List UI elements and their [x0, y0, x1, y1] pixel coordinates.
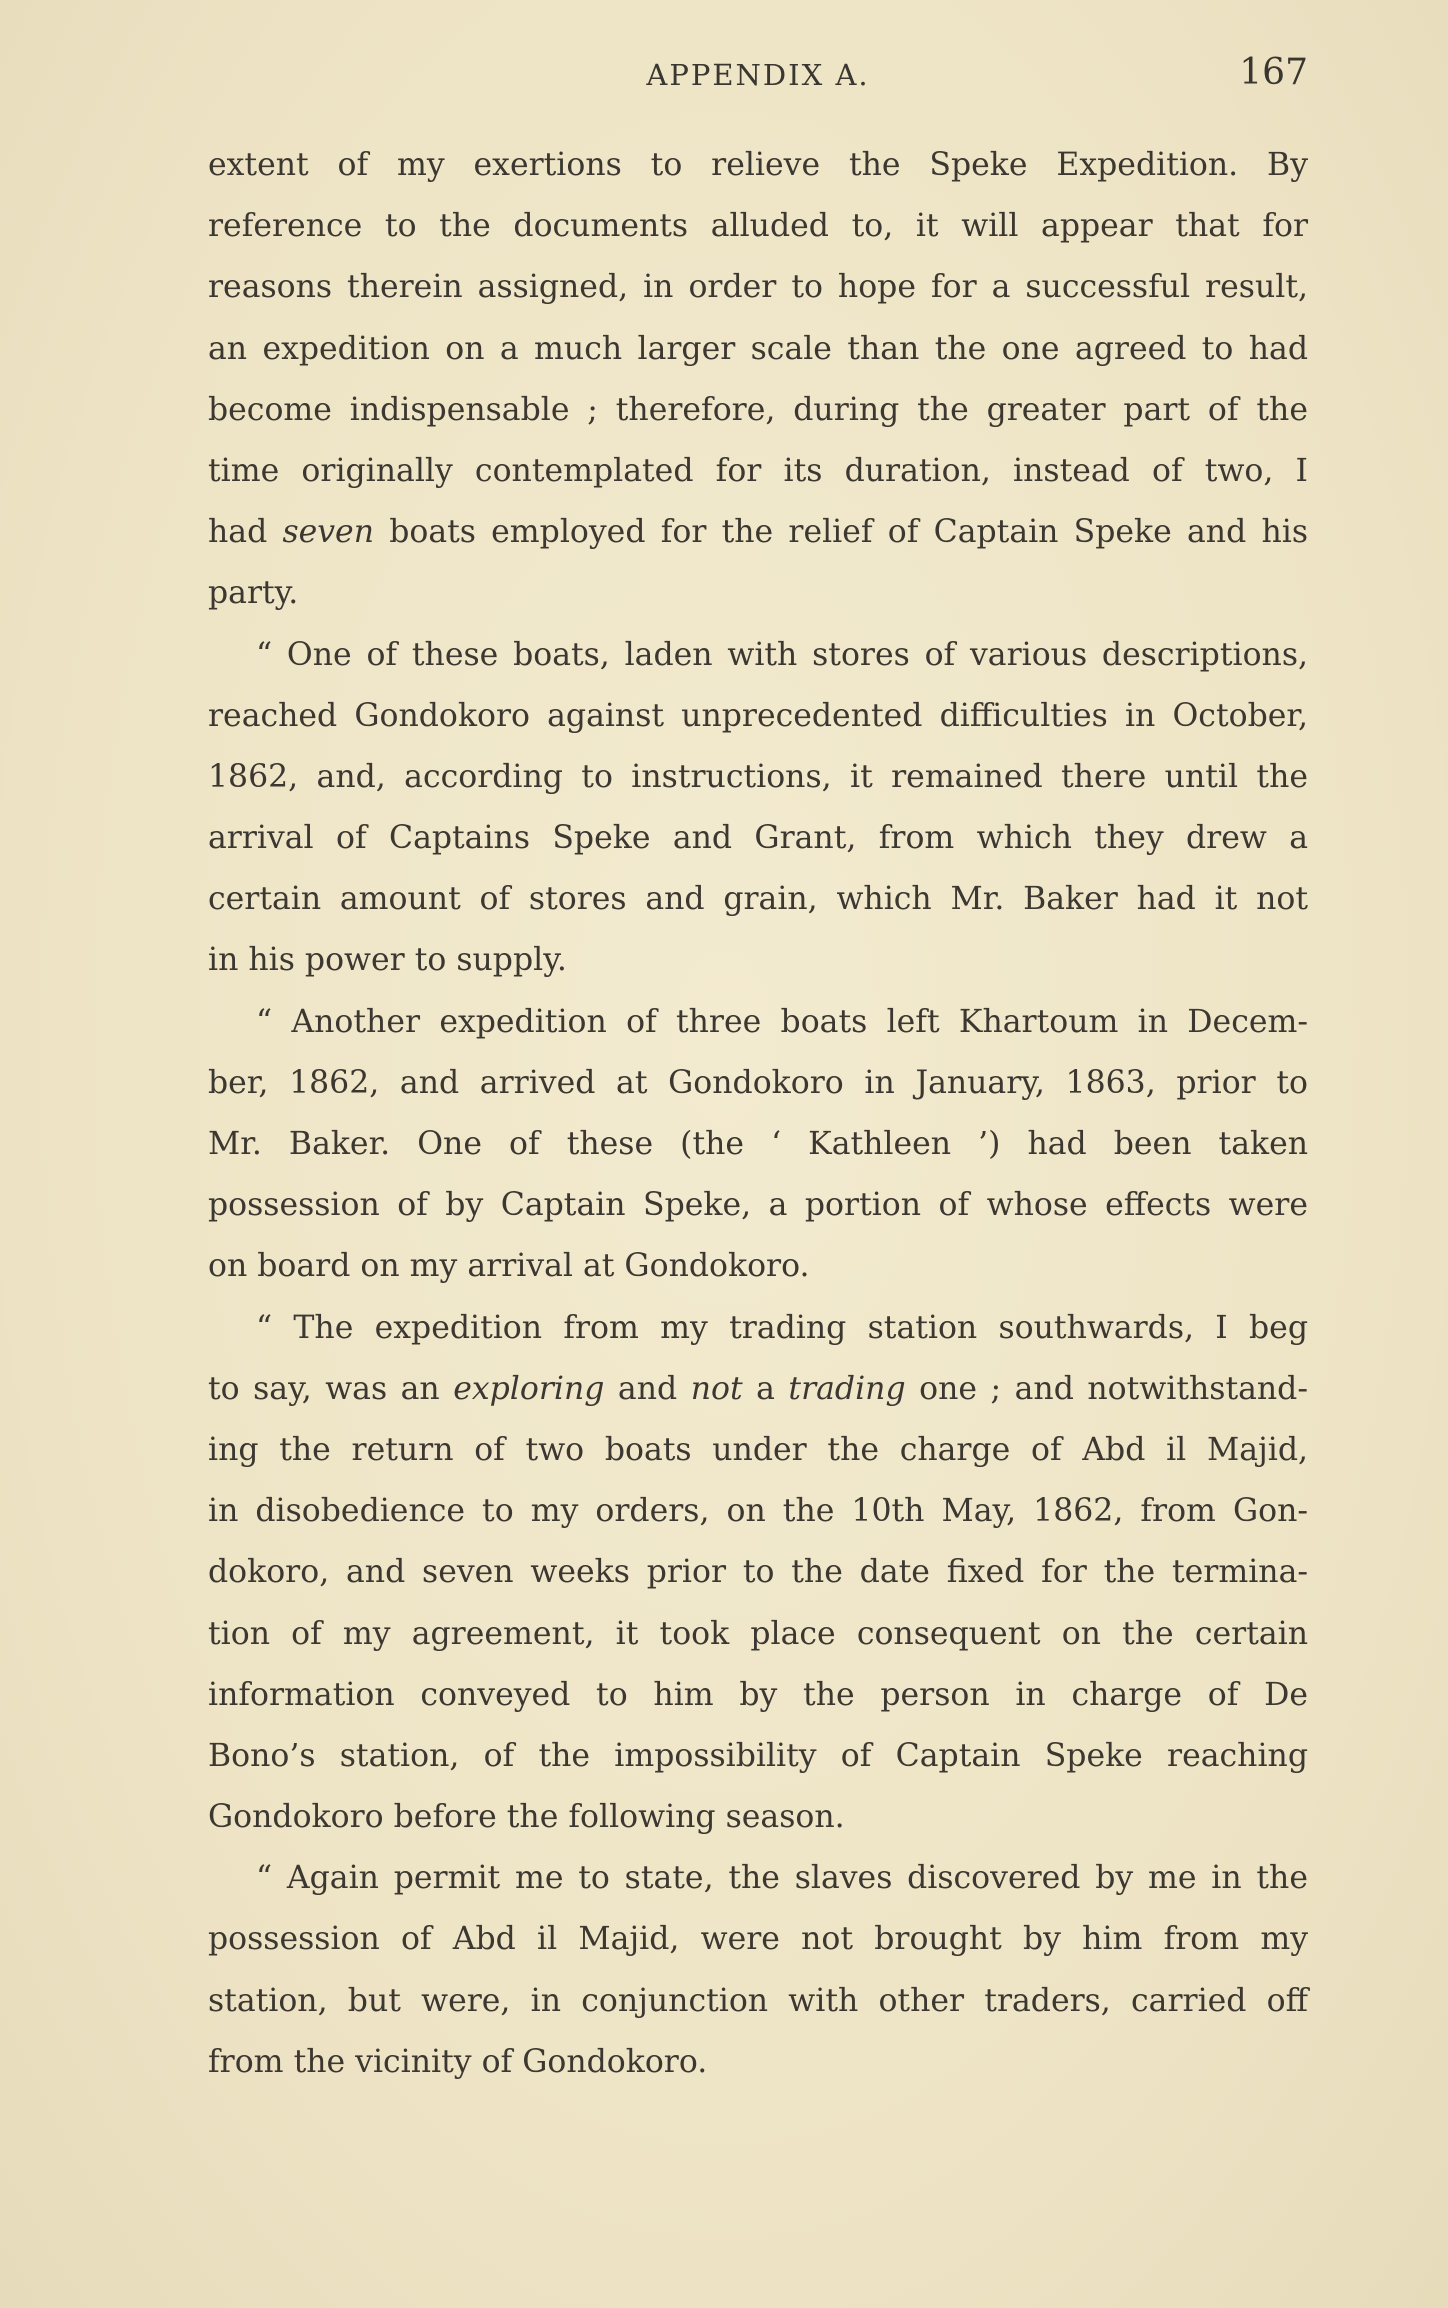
- text-line: possession of by Captain Speke, a portion of whose effects were: [208, 1187, 1308, 1224]
- text-line: become indispensable ; therefore, during the greater part of the: [208, 391, 1308, 428]
- text-line: [208, 502, 1308, 563]
- italic-word: exploring: [453, 1370, 605, 1407]
- text-line: extent of my exertions to relieve the Speke Expedition. By: [208, 147, 1308, 183]
- text-line: reference to the documents alluded to, it will appear that for: [208, 208, 1308, 245]
- page-header: [208, 52, 1308, 102]
- italic-word: trading: [788, 1370, 906, 1407]
- text-segment: one ; and notwithstand-: [905, 1370, 1308, 1407]
- text-line: Gondokoro before the following season.: [208, 1799, 845, 1836]
- text-segment: and: [604, 1370, 691, 1407]
- text-line: possession of Abd il Majid, were not brought by him from my: [208, 1921, 1308, 1958]
- text-line: from the vicinity of Gondokoro.: [208, 2043, 708, 2080]
- text-segment: had: [208, 514, 283, 551]
- text-line: “ One of these boats, laden with stores of various descriptions,: [256, 636, 1308, 673]
- text-line: Bono’s station, of the impossibility of Captain Speke reaching: [208, 1737, 1308, 1774]
- text-segment: to say, was an: [208, 1370, 454, 1407]
- text-line: reasons therein assigned, in order to hope for a successful result,: [208, 269, 1308, 306]
- text-line: ing the return of two boats under the charge of Abd il Majid,: [208, 1431, 1308, 1468]
- text-line: party.: [208, 575, 299, 612]
- text-line: time originally contemplated for its duration, instead of two, I: [208, 452, 1308, 489]
- text-line: arrival of Captains Speke and Grant, from which they drew a: [208, 820, 1308, 857]
- text-segment: boats employed for the relief of Captain Speke and his: [374, 514, 1308, 551]
- text-line: [208, 1359, 1308, 1420]
- text-line: certain amount of stores and grain, which Mr. Baker had it not: [208, 881, 1308, 918]
- italic-word: not: [690, 1370, 743, 1407]
- text-line: on board on my arrival at Gondokoro.: [208, 1248, 810, 1285]
- text-line: an expedition on a much larger scale than the one agreed to had: [208, 330, 1308, 367]
- text-segment: a: [742, 1370, 789, 1407]
- text-line: in his power to supply.: [208, 942, 567, 979]
- text-line: “ Again permit me to state, the slaves discovered by me in the: [256, 1860, 1308, 1897]
- text-line: information conveyed to him by the person in charge of De: [208, 1676, 1308, 1713]
- text-line: Mr. Baker. One of these (the ‘ Kathleen ’) had been taken: [208, 1126, 1308, 1162]
- text-line: “ The expedition from my trading station southwards, I beg: [256, 1309, 1308, 1346]
- text-line: ber, 1862, and arrived at Gondokoro in January, 1863, prior to: [208, 1064, 1308, 1101]
- running-head: APPENDIX A.: [646, 58, 870, 92]
- text-line: station, but were, in conjunction with other traders, carried off: [208, 1982, 1308, 2019]
- text-line: dokoro, and seven weeks prior to the date fixed for the termina-: [208, 1554, 1308, 1591]
- text-line: “ Another expedition of three boats left Khartoum in Decem-: [256, 1003, 1308, 1040]
- page-number: 167: [1239, 52, 1308, 93]
- text-line: reached Gondokoro against unprecedented difficulties in October,: [208, 697, 1308, 734]
- text-line: tion of my agreement, it took place consequent on the certain: [208, 1615, 1308, 1652]
- body-text: [208, 135, 1308, 2093]
- text-line: in disobedience to my orders, on the 10th May, 1862, from Gon-: [208, 1493, 1308, 1530]
- text-line: 1862, and, according to instructions, it remained there until the: [208, 758, 1308, 795]
- italic-word: seven: [282, 514, 374, 551]
